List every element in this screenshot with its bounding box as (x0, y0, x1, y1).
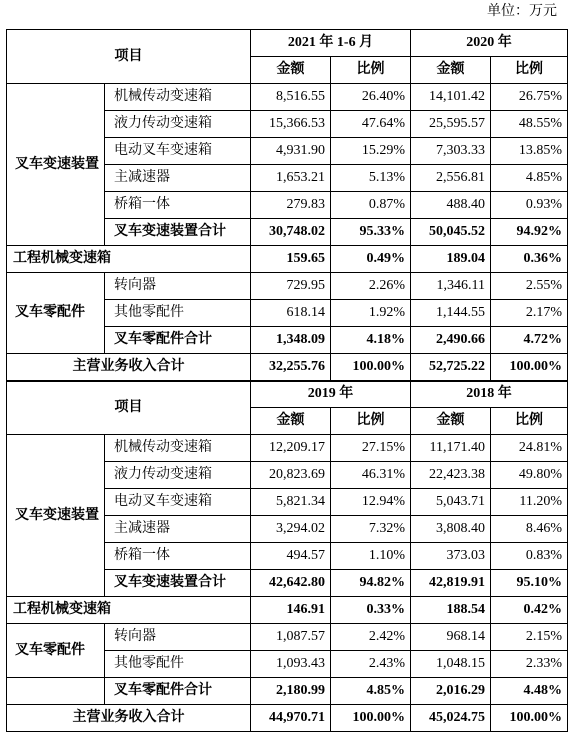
amount-value: 30,748.02 (251, 219, 331, 246)
ratio-value: 0.49% (331, 246, 411, 273)
item-name: 电动叉车变速箱 (105, 489, 251, 516)
ratio-value: 94.82% (331, 570, 411, 597)
amount-value: 11,171.40 (411, 435, 491, 462)
amount-value: 159.65 (251, 246, 331, 273)
total-row (7, 354, 568, 381)
item-name: 桥箱一体 (105, 543, 251, 570)
item-name: 主减速器 (105, 165, 251, 192)
ratio-value: 46.31% (331, 462, 411, 489)
ratio-header: 比例 (491, 408, 568, 435)
amount-value: 7,303.33 (411, 138, 491, 165)
period-header: 2021 年 1-6 月 (251, 30, 411, 57)
ratio-value: 0.42% (491, 597, 568, 624)
ratio-header: 比例 (491, 57, 568, 84)
amount-value: 488.40 (411, 192, 491, 219)
ratio-value: 4.85% (491, 165, 568, 192)
period-header: 2018 年 (411, 381, 568, 408)
ratio-value: 49.80% (491, 462, 568, 489)
amount-value: 20,823.69 (251, 462, 331, 489)
item-name: 液力传动变速箱 (105, 462, 251, 489)
subtotal-label: 叉车变速装置合计 (105, 570, 251, 597)
amount-value: 1,346.11 (411, 273, 491, 300)
item-row (7, 273, 568, 300)
amount-value: 42,642.80 (251, 570, 331, 597)
ratio-value: 11.20% (491, 489, 568, 516)
category-row (7, 597, 568, 624)
subtotal-label: 叉车零配件合计 (105, 678, 251, 705)
amount-value: 1,093.43 (251, 651, 331, 678)
period-block (7, 381, 568, 732)
amount-header: 金额 (251, 408, 331, 435)
ratio-value: 15.29% (331, 138, 411, 165)
amount-value: 3,808.40 (411, 516, 491, 543)
amount-value: 729.95 (251, 273, 331, 300)
amount-value: 1,348.09 (251, 327, 331, 354)
period-header: 2019 年 (251, 381, 411, 408)
item-name: 电动叉车变速箱 (105, 138, 251, 165)
total-label: 主营业务收入合计 (7, 354, 251, 381)
amount-value: 14,101.42 (411, 84, 491, 111)
ratio-value: 2.33% (491, 651, 568, 678)
ratio-value: 4.85% (331, 678, 411, 705)
ratio-value: 5.13% (331, 165, 411, 192)
amount-value: 494.57 (251, 543, 331, 570)
amount-value: 50,045.52 (411, 219, 491, 246)
item-name: 主减速器 (105, 516, 251, 543)
ratio-value: 7.32% (331, 516, 411, 543)
amount-value: 25,595.57 (411, 111, 491, 138)
ratio-value: 0.83% (491, 543, 568, 570)
amount-value: 189.04 (411, 246, 491, 273)
unit-label: 单位：万元 (487, 4, 557, 19)
total-label: 主营业务收入合计 (7, 705, 251, 732)
amount-value: 5,043.71 (411, 489, 491, 516)
ratio-value: 95.10% (491, 570, 568, 597)
ratio-value: 2.26% (331, 273, 411, 300)
empty-cell (7, 678, 105, 705)
ratio-value: 1.10% (331, 543, 411, 570)
ratio-value: 27.15% (331, 435, 411, 462)
period-header: 2020 年 (411, 30, 568, 57)
ratio-value: 48.55% (491, 111, 568, 138)
subtotal-row (7, 678, 568, 705)
group-label: 叉车零配件 (7, 273, 105, 354)
header-row (7, 30, 568, 57)
amount-value: 2,556.81 (411, 165, 491, 192)
ratio-value: 2.55% (491, 273, 568, 300)
item-row (7, 435, 568, 462)
ratio-value: 2.17% (491, 300, 568, 327)
item-row (7, 624, 568, 651)
amount-value: 8,516.55 (251, 84, 331, 111)
amount-value: 188.54 (411, 597, 491, 624)
ratio-value: 100.00% (331, 705, 411, 732)
total-row (7, 705, 568, 732)
group-label: 叉车零配件 (7, 624, 105, 678)
ratio-value: 2.15% (491, 624, 568, 651)
header-row (7, 381, 568, 408)
ratio-value: 4.72% (491, 327, 568, 354)
subtotal-label: 叉车零配件合计 (105, 327, 251, 354)
amount-value: 2,180.99 (251, 678, 331, 705)
subtotal-label: 叉车变速装置合计 (105, 219, 251, 246)
item-header: 项目 (7, 381, 251, 435)
amount-value: 1,087.57 (251, 624, 331, 651)
group-label: 叉车变速装置 (7, 84, 105, 246)
item-name: 转向器 (105, 624, 251, 651)
ratio-header: 比例 (331, 408, 411, 435)
item-name: 其他零配件 (105, 300, 251, 327)
amount-value: 42,819.91 (411, 570, 491, 597)
item-name: 转向器 (105, 273, 251, 300)
ratio-value: 8.46% (491, 516, 568, 543)
amount-value: 373.03 (411, 543, 491, 570)
amount-value: 2,490.66 (411, 327, 491, 354)
amount-value: 15,366.53 (251, 111, 331, 138)
amount-value: 32,255.76 (251, 354, 331, 381)
amount-value: 45,024.75 (411, 705, 491, 732)
revenue-breakdown-table (6, 29, 568, 732)
amount-value: 12,209.17 (251, 435, 331, 462)
amount-header: 金额 (411, 57, 491, 84)
ratio-value: 100.00% (491, 705, 568, 732)
ratio-value: 0.36% (491, 246, 568, 273)
amount-value: 5,821.34 (251, 489, 331, 516)
ratio-value: 47.64% (331, 111, 411, 138)
item-name: 液力传动变速箱 (105, 111, 251, 138)
ratio-value: 0.33% (331, 597, 411, 624)
amount-value: 44,970.71 (251, 705, 331, 732)
amount-value: 2,016.29 (411, 678, 491, 705)
ratio-value: 26.75% (491, 84, 568, 111)
amount-header: 金额 (251, 57, 331, 84)
amount-value: 1,048.15 (411, 651, 491, 678)
ratio-value: 2.43% (331, 651, 411, 678)
amount-value: 3,294.02 (251, 516, 331, 543)
amount-value: 1,144.55 (411, 300, 491, 327)
amount-header: 金额 (411, 408, 491, 435)
period-block (7, 30, 568, 381)
item-header: 项目 (7, 30, 251, 84)
item-name: 机械传动变速箱 (105, 435, 251, 462)
amount-value: 1,653.21 (251, 165, 331, 192)
ratio-value: 24.81% (491, 435, 568, 462)
ratio-value: 2.42% (331, 624, 411, 651)
ratio-value: 0.93% (491, 192, 568, 219)
ratio-value: 1.92% (331, 300, 411, 327)
amount-value: 618.14 (251, 300, 331, 327)
ratio-value: 0.87% (331, 192, 411, 219)
item-name: 桥箱一体 (105, 192, 251, 219)
ratio-value: 100.00% (331, 354, 411, 381)
item-name: 机械传动变速箱 (105, 84, 251, 111)
amount-value: 4,931.90 (251, 138, 331, 165)
amount-value: 146.91 (251, 597, 331, 624)
category-label: 工程机械变速箱 (7, 246, 251, 273)
amount-value: 968.14 (411, 624, 491, 651)
amount-value: 279.83 (251, 192, 331, 219)
category-row (7, 246, 568, 273)
ratio-header: 比例 (331, 57, 411, 84)
amount-value: 52,725.22 (411, 354, 491, 381)
ratio-value: 26.40% (331, 84, 411, 111)
item-row (7, 84, 568, 111)
ratio-value: 94.92% (491, 219, 568, 246)
ratio-value: 4.48% (491, 678, 568, 705)
group-label: 叉车变速装置 (7, 435, 105, 597)
ratio-value: 12.94% (331, 489, 411, 516)
item-name: 其他零配件 (105, 651, 251, 678)
ratio-value: 13.85% (491, 138, 568, 165)
ratio-value: 95.33% (331, 219, 411, 246)
category-label: 工程机械变速箱 (7, 597, 251, 624)
amount-value: 22,423.38 (411, 462, 491, 489)
ratio-value: 4.18% (331, 327, 411, 354)
ratio-value: 100.00% (491, 354, 568, 381)
